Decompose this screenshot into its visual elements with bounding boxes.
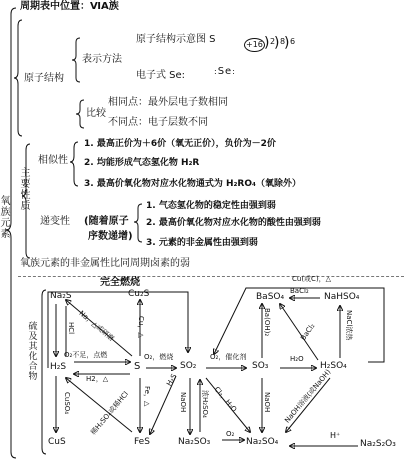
position-label: [20, 2, 119, 12]
similarity-item-2: 2. 均能形成气态氢化物 H₂R: [84, 158, 200, 168]
species-fes: FeS: [134, 437, 150, 447]
species-cu2s: Cu₂S: [128, 289, 150, 299]
complete-combustion-label: 完全燃烧: [100, 277, 140, 288]
structure-label: 原子结构: [24, 73, 64, 84]
similarity-item-3: 3. 最高价氧化物对应水化物通式为 H₂RO₄（氧除外）: [84, 179, 301, 189]
similarity-label: 相似性: [38, 155, 68, 166]
cond-h2o: H₂O: [290, 355, 304, 363]
atom-nucleus: +16: [244, 38, 265, 52]
comparison-different: 不同点：电子层数不同: [108, 117, 208, 128]
gradient-item-2: 2. 最高价氧化物对应水化物的酸性由强到弱: [146, 218, 321, 228]
cond-naoh-so2: NaOH: [179, 392, 187, 413]
cond-cuso4: CuSO₄: [63, 392, 71, 415]
compounds-bracket: [42, 290, 46, 454]
structure-brace: [14, 20, 22, 136]
cond-conc-h2so4: 浓H₂SO₄: [201, 390, 209, 418]
cond-na-heat: Na，△或研磨: [77, 309, 116, 343]
atom-shell-arc: ): [264, 35, 270, 51]
cond-bacl2-top: BaCl₂: [290, 287, 309, 295]
cond-o2-catalyst: O₂，催化剂: [210, 353, 247, 361]
atom-diagram: [244, 32, 304, 52]
cond-bacl2-right: BaCl₂: [299, 322, 317, 343]
similarity-item-1: 1. 最高正价为＋6价（氧无正价），负价为－2价: [84, 139, 276, 149]
electron-dots-right: :: [232, 67, 236, 76]
electron-dot-symbol: [214, 67, 236, 77]
species-h2s: H₂S: [50, 362, 67, 372]
cond-naoh-solution: NaOH溶液(或NaOH): [283, 367, 333, 425]
atom-shell-arc-3: ): [284, 35, 290, 51]
position-value: ⅥA族: [90, 1, 119, 12]
oxygen-group-label: 氧族元素: [0, 196, 11, 240]
comparison-brace: [76, 100, 84, 128]
cond-hcl: HCl: [67, 322, 75, 335]
compounds-label: 硫及其化合物: [28, 322, 38, 382]
main-properties-label: 主要性质: [20, 168, 31, 212]
cond-h2s-lower: H₂S: [165, 372, 179, 388]
atom-shell-arc-2: ): [274, 35, 280, 51]
representation-label: 表示方法: [82, 54, 122, 65]
gradient-note-1: (随着原子: [84, 216, 129, 227]
electron-symbol: Se: [217, 66, 233, 77]
structure-diagram-text: 原子结构示意图 S: [136, 34, 216, 45]
summary-text: 氧族元素的非金属性比同周期卤素的弱: [20, 258, 190, 269]
cond-fe-heat: Fe，△: [143, 386, 151, 407]
section-divider: [18, 276, 404, 277]
species-h2so4: H₂SO₄: [320, 361, 347, 371]
similarity-brace: [70, 142, 78, 186]
cond-dilute-acid: 稀H₂SO₄或稀HCl: [89, 390, 131, 437]
electron-formula-text: 电子式 Se:: [136, 70, 186, 81]
cond-o2-burn: O₂，燃烧: [144, 353, 174, 361]
atom-shell-2: 8: [280, 37, 286, 46]
atom-shell-3: 6: [290, 37, 296, 46]
cond-cl2-h2o: Cl₂，H₂O: [212, 385, 239, 414]
species-so2: SO₂: [180, 361, 197, 371]
species-na2s: Na₂S: [50, 291, 72, 301]
gradient-label: 递变性: [40, 216, 70, 227]
cond-nacl-hot: NaCl浓热: [345, 310, 353, 341]
species-cus: CuS: [48, 437, 66, 447]
cond-baoh2: Ba(OH)₂: [263, 308, 271, 337]
gradient-brace: [134, 204, 142, 242]
cond-h2-heat: H2，△: [86, 375, 109, 383]
cond-naoh-so3: NaOH: [263, 392, 271, 413]
gradient-note-2: 序数递增): [88, 231, 133, 242]
cond-cu-c-heat: Cu(或C)，△: [292, 275, 332, 283]
species-na2s2o3: Na₂S₂O₃: [360, 439, 396, 449]
cond-cu-heat: Cu，△: [137, 316, 145, 338]
position-label-text: 周期表中位置：: [20, 1, 90, 12]
comparison-label: 比较: [86, 108, 106, 119]
cond-o2-partial: O₂不足，点燃: [64, 351, 108, 359]
species-s: S: [134, 361, 141, 372]
species-so3: SO₃: [252, 361, 269, 371]
species-baso4: BaSO₄: [256, 292, 285, 302]
species-na2so4: Na₂SO₄: [246, 437, 279, 447]
cond-h-plus: H⁺: [330, 431, 341, 440]
species-na2so3: Na₂SO₃: [178, 437, 211, 447]
comparison-same: 相同点：最外层电子数相同: [108, 97, 228, 108]
gradient-item-1: 1. 气态氢化物的稳定性由强到弱: [146, 201, 276, 211]
cond-o2-bottom: O₂: [226, 430, 235, 438]
species-nahso4: NaHSO₄: [324, 292, 360, 302]
atom-shell-1: 2: [270, 37, 276, 46]
representation-brace: [72, 38, 80, 82]
electron-dots-left: :: [214, 67, 218, 76]
gradient-item-3: 3. 元素的非金属性由强到弱: [146, 238, 258, 248]
